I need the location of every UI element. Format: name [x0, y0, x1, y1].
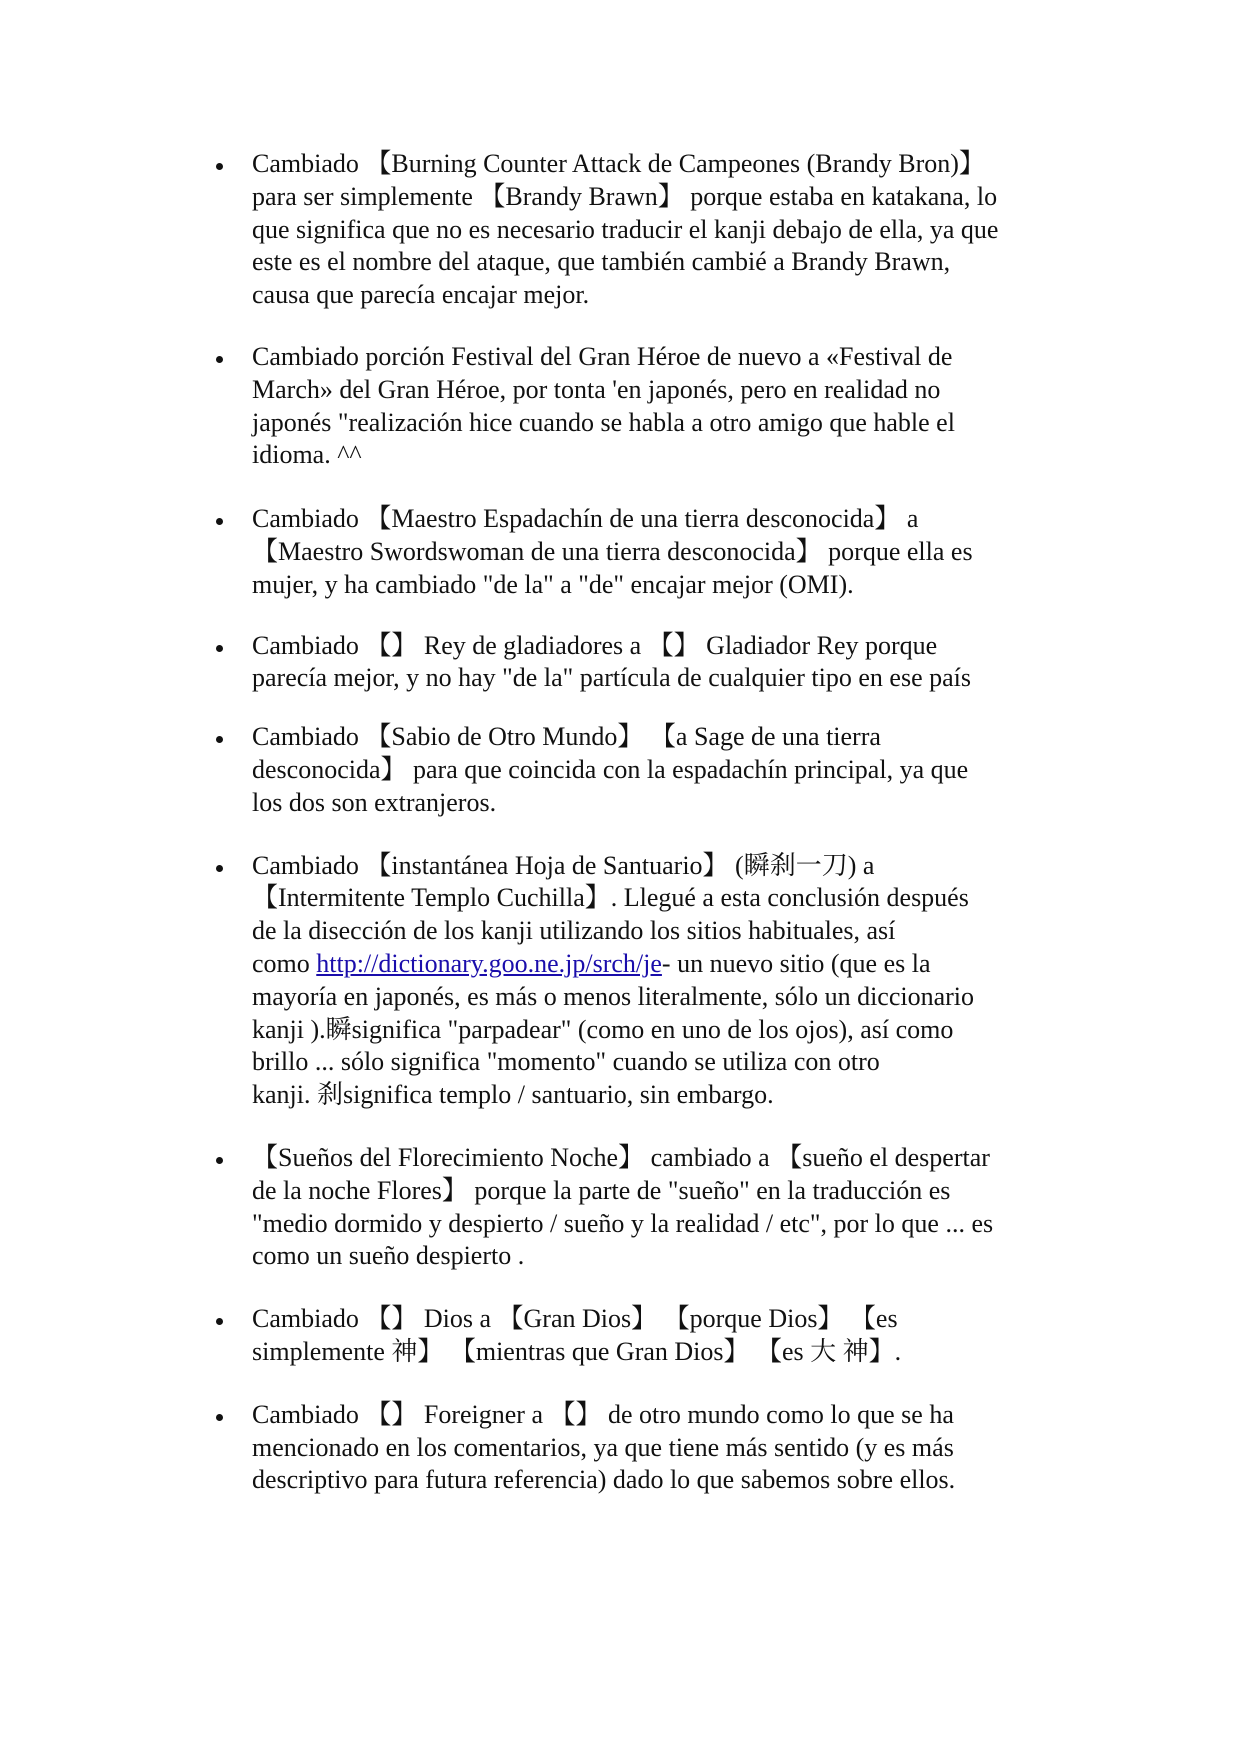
text-line: Cambiado 【Sabio de Otro Mundo】 【a Sage de una tierra [252, 722, 881, 752]
change-notes-list [252, 148, 1072, 1526]
text-line: 【Sueños del Florecimiento Noche】 cambiado a 【sueño el despertar [252, 1142, 990, 1172]
text-line: kanji ).瞬significa "parpadear" (como en uno de los ojos), así como [252, 1014, 954, 1044]
bullet [216, 865, 223, 872]
text-line: desconocida】 para que coincida con la espadachín principal, ya que [252, 754, 969, 784]
text-line: mencionado en los comentarios, ya que tiene más sentido (y es más [252, 1432, 954, 1462]
text-line: los dos son extranjeros. [252, 787, 497, 817]
text-line: parecía mejor, y no hay "de la" partícula de cualquier tipo en ese país [252, 663, 971, 693]
bullet [216, 518, 223, 525]
text-line: simplemente 神】 【mientras que Gran Dios】 【es 大 神】. [252, 1336, 902, 1366]
text-line: causa que parecía encajar mejor. [252, 280, 590, 310]
inline-text: - un nuevo sitio (que es la [661, 948, 931, 978]
text-line: Cambiado 【instantánea Hoja de Santuario】 (瞬刹一刀) a [252, 850, 875, 880]
text-line-with-link [252, 948, 1072, 981]
text-line: de la noche Flores】 porque la parte de "sueño" en la traducción es [252, 1175, 951, 1205]
text-line: mayoría en japonés, es más o menos literalmente, sólo un diccionario [252, 981, 975, 1011]
text-line: kanji. 刹significa templo / santuario, sin embargo. [252, 1080, 774, 1110]
text-line: este es el nombre del ataque, que también cambié a Brandy Brawn, [252, 247, 951, 277]
text-line: Cambiado porción Festival del Gran Héroe de nuevo a «Festival de [252, 341, 953, 371]
list-item [252, 1399, 1072, 1497]
list-item [252, 630, 1072, 696]
bullet [216, 1414, 223, 1421]
text-line: Cambiado 【】 Foreigner a 【】 de otro mundo como lo que se ha [252, 1399, 954, 1429]
inline-text: como [252, 948, 317, 978]
text-line: Cambiado 【】 Dios a 【Gran Dios】 【porque Dios】 【es [252, 1304, 898, 1334]
text-line: 【Maestro Swordswoman de una tierra desconocida】 porque ella es [252, 536, 973, 566]
list-item [252, 148, 1072, 312]
text-line: descriptivo para futura referencia) dado lo que sabemos sobre ellos. [252, 1465, 956, 1495]
bullet [216, 356, 223, 363]
text-line: idioma. ^^ [252, 440, 362, 470]
text-line: mujer, y ha cambiado "de la" a "de" encajar mejor (OMI). [252, 569, 854, 599]
list-item [252, 503, 1072, 601]
text-line: japonés "realización hice cuando se habla a otro amigo que hable el [252, 407, 955, 437]
bullet [216, 645, 223, 652]
text-line: brillo ... sólo significa "momento" cuando se utiliza con otro [252, 1047, 880, 1077]
list-item [252, 1142, 1072, 1273]
dictionary-link[interactable]: http://dictionary.goo.ne.jp/srch/je [316, 948, 662, 978]
text-line: de la disección de los kanji utilizando los sitios habituales, así [252, 916, 896, 946]
bullet [216, 1157, 223, 1164]
text-line: March» del Gran Héroe, por tonta 'en japonés, pero en realidad no [252, 374, 941, 404]
list-item [252, 1303, 1072, 1369]
bullet [216, 163, 223, 170]
list-item [252, 341, 1072, 472]
list-item [252, 721, 1072, 819]
text-line: 【Intermitente Templo Cuchilla】. Llegué a esta conclusión después [252, 883, 969, 913]
text-line: Cambiado 【】 Rey de gladiadores a 【】 Gladiador Rey porque [252, 630, 938, 660]
text-line: "medio dormido y despierto / sueño y la realidad / etc", por lo que ... es [252, 1208, 994, 1238]
text-line: como un sueño despierto . [252, 1241, 525, 1271]
bullet [216, 1318, 223, 1325]
text-line: para ser simplemente 【Brandy Brawn】 porque estaba en katakana, lo [252, 181, 998, 211]
list-item [252, 850, 1072, 1112]
bullet [216, 736, 223, 743]
text-line: Cambiado 【Burning Counter Attack de Campeones (Brandy Bron)】 [252, 149, 985, 178]
text-line: que significa que no es necesario traducir el kanji debajo de ella, ya que [252, 214, 999, 244]
text-line: Cambiado 【Maestro Espadachín de una tierra desconocida】 a [252, 504, 919, 534]
